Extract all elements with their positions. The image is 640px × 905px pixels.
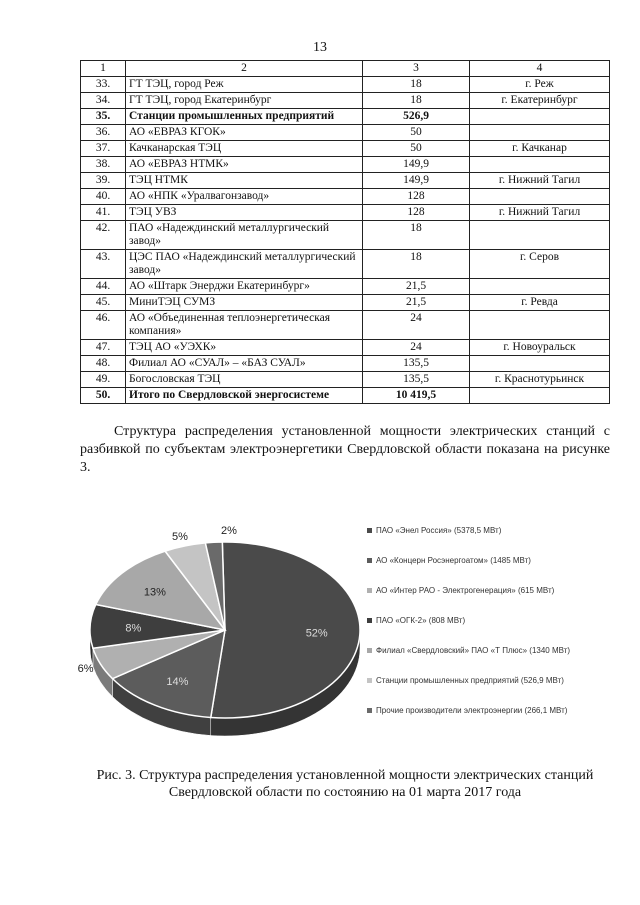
- row-number-cell: 50.: [81, 388, 126, 404]
- pie-chart: [77, 510, 615, 760]
- city-cell: [470, 311, 610, 340]
- city-cell: г. Нижний Тагил: [470, 205, 610, 221]
- row-number-cell: 49.: [81, 372, 126, 388]
- table-row: [81, 279, 610, 295]
- city-cell: г. Качканар: [470, 141, 610, 157]
- station-name-cell: Станции промышленных предприятий: [126, 109, 363, 125]
- pie-slice-label: 6%: [77, 663, 94, 676]
- legend-item: [367, 586, 554, 595]
- power-cell: 18: [363, 250, 470, 279]
- city-cell: [470, 279, 610, 295]
- city-cell: [470, 356, 610, 372]
- pie-chart-svg: [77, 510, 365, 760]
- legend-item: [367, 526, 501, 535]
- city-cell: г. Новоуральск: [470, 340, 610, 356]
- row-number-cell: 45.: [81, 295, 126, 311]
- table-row: [81, 205, 610, 221]
- pie-slice-label: 5%: [171, 530, 188, 543]
- station-name-cell: ТЭЦ УВЗ: [126, 205, 363, 221]
- power-cell: 526,9: [363, 109, 470, 125]
- table-row: [81, 125, 610, 141]
- power-cell: 18: [363, 93, 470, 109]
- station-name-cell: ГТ ТЭЦ, город Екатеринбург: [126, 93, 363, 109]
- station-name-cell: МиниТЭЦ СУМЗ: [126, 295, 363, 311]
- row-number-cell: 41.: [81, 205, 126, 221]
- pie-slice-label: 13%: [143, 586, 166, 599]
- city-cell: [470, 157, 610, 173]
- page-number: 13: [313, 40, 327, 55]
- pie-slice-label: 8%: [125, 622, 142, 635]
- legend-swatch: [367, 528, 372, 533]
- city-cell: г. Реж: [470, 77, 610, 93]
- legend-item: [367, 706, 567, 715]
- city-cell: г. Екатеринбург: [470, 93, 610, 109]
- station-name-cell: Филиал АО «СУАЛ» – «БАЗ СУАЛ»: [126, 356, 363, 372]
- pie-slice-label: 52%: [305, 627, 328, 640]
- table-row: [81, 77, 610, 93]
- power-cell: 149,9: [363, 173, 470, 189]
- power-cell: 24: [363, 340, 470, 356]
- station-name-cell: АО «ЕВРАЗ НТМК»: [126, 157, 363, 173]
- table-row: [81, 311, 610, 340]
- row-number-cell: 44.: [81, 279, 126, 295]
- station-name-cell: ПАО «Надеждинский металлургический завод»: [126, 221, 363, 250]
- header-cell: 3: [363, 61, 470, 77]
- station-name-cell: АО «Штарк Энерджи Екатеринбург»: [126, 279, 363, 295]
- city-cell: [470, 221, 610, 250]
- legend-label: Филиал «Свердловский» ПАО «Т Плюс» (1340 МВт): [376, 646, 571, 655]
- legend-item: [367, 616, 465, 625]
- station-name-cell: ЦЭС ПАО «Надеждинский металлургический завод»: [126, 250, 363, 279]
- power-cell: 18: [363, 221, 470, 250]
- legend-item: [367, 676, 564, 685]
- table-row: [81, 93, 610, 109]
- table-row: [81, 295, 610, 311]
- table-header-row: [81, 61, 610, 77]
- station-name-cell: Богословская ТЭЦ: [126, 372, 363, 388]
- station-name-cell: ТЭЦ НТМК: [126, 173, 363, 189]
- figure-caption: Рис. 3. Структура распределения установленной мощности электрических станций Свердловской области по состоянию на 01 марта 2017 года: [96, 768, 594, 800]
- pie-slice-label: 14%: [166, 676, 189, 689]
- city-cell: [470, 388, 610, 404]
- station-name-cell: ТЭЦ АО «УЭХК»: [126, 340, 363, 356]
- city-cell: [470, 125, 610, 141]
- station-name-cell: АО «НПК «Уралвагонзавод»: [126, 189, 363, 205]
- power-cell: 50: [363, 125, 470, 141]
- legend-swatch: [367, 678, 372, 683]
- row-number-cell: 46.: [81, 311, 126, 340]
- table-row: [81, 141, 610, 157]
- station-name-cell: АО «ЕВРАЗ КГОК»: [126, 125, 363, 141]
- legend-item: [367, 556, 531, 565]
- power-cell: 135,5: [363, 356, 470, 372]
- legend-label: ПАО «Энел Россия» (5378,5 МВт): [376, 526, 502, 535]
- row-number-cell: 47.: [81, 340, 126, 356]
- header-cell: 1: [81, 61, 126, 77]
- power-cell: 18: [363, 77, 470, 93]
- power-cell: 128: [363, 189, 470, 205]
- station-name-cell: АО «Объединенная теплоэнергетическая компания»: [126, 311, 363, 340]
- header-cell: 2: [126, 61, 363, 77]
- table-row: [81, 372, 610, 388]
- power-cell: 135,5: [363, 372, 470, 388]
- city-cell: [470, 109, 610, 125]
- row-number-cell: 34.: [81, 93, 126, 109]
- header-cell: 4: [470, 61, 610, 77]
- legend-swatch: [367, 558, 372, 563]
- legend-item: [367, 646, 570, 655]
- table-row: [81, 109, 610, 125]
- table-row: [81, 157, 610, 173]
- power-cell: 24: [363, 311, 470, 340]
- body-paragraph: Структура распределения установленной мощности электрических станций с разбивкой по субъектам электроэнергетики Свердловской области показана на рисунке 3.: [80, 424, 610, 475]
- city-cell: г. Серов: [470, 250, 610, 279]
- legend-swatch: [367, 708, 372, 713]
- power-cell: 149,9: [363, 157, 470, 173]
- table-row: [81, 356, 610, 372]
- power-cell: 21,5: [363, 295, 470, 311]
- legend-label: АО «Концерн Росэнергоатом» (1485 МВт): [376, 556, 531, 565]
- row-number-cell: 37.: [81, 141, 126, 157]
- table-row: [81, 340, 610, 356]
- row-number-cell: 33.: [81, 77, 126, 93]
- city-cell: г. Ревда: [470, 295, 610, 311]
- table-row: [81, 388, 610, 404]
- legend-swatch: [367, 618, 372, 623]
- power-stations-table: [80, 60, 610, 404]
- power-cell: 50: [363, 141, 470, 157]
- table-row: [81, 189, 610, 205]
- station-name-cell: ГТ ТЭЦ, город Реж: [126, 77, 363, 93]
- legend-label: ПАО «ОГК-2» (808 МВт): [376, 616, 466, 625]
- row-number-cell: 43.: [81, 250, 126, 279]
- row-number-cell: 35.: [81, 109, 126, 125]
- power-cell: 21,5: [363, 279, 470, 295]
- row-number-cell: 40.: [81, 189, 126, 205]
- row-number-cell: 42.: [81, 221, 126, 250]
- legend-label: Прочие производители электроэнергии (266,1 МВт): [376, 706, 568, 715]
- power-cell: 10 419,5: [363, 388, 470, 404]
- row-number-cell: 36.: [81, 125, 126, 141]
- legend-label: Станции промышленных предприятий (526,9 МВт): [376, 676, 564, 685]
- legend-swatch: [367, 648, 372, 653]
- table-row: [81, 221, 610, 250]
- row-number-cell: 48.: [81, 356, 126, 372]
- legend-label: АО «Интер РАО - Электрогенерация» (615 МВт): [376, 586, 555, 595]
- station-name-cell: Качканарская ТЭЦ: [126, 141, 363, 157]
- table-row: [81, 173, 610, 189]
- legend-swatch: [367, 588, 372, 593]
- city-cell: г. Краснотурьинск: [470, 372, 610, 388]
- row-number-cell: 38.: [81, 157, 126, 173]
- row-number-cell: 39.: [81, 173, 126, 189]
- pie-slice-label: 2%: [221, 525, 237, 537]
- table-row: [81, 250, 610, 279]
- city-cell: [470, 189, 610, 205]
- city-cell: г. Нижний Тагил: [470, 173, 610, 189]
- station-name-cell: Итого по Свердловской энергосистеме: [126, 388, 363, 404]
- power-cell: 128: [363, 205, 470, 221]
